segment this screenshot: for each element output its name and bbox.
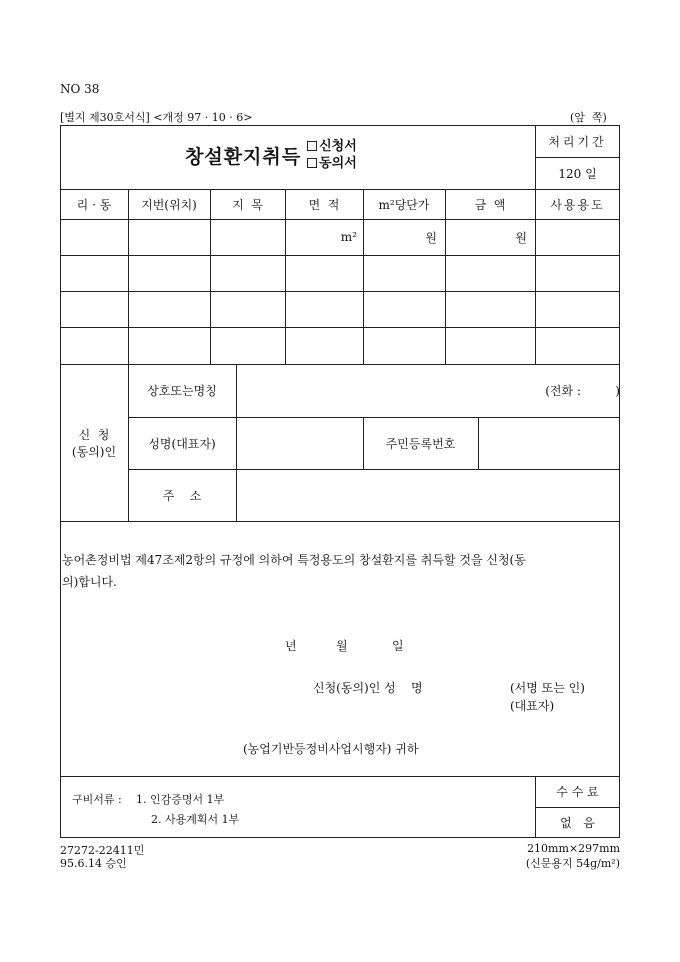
processing-period-value: 120 일 (558, 166, 597, 181)
form-number: NO 38 (60, 82, 100, 96)
form-reference: [별지 제30호서식] <개정 97 · 10 · 6> (60, 111, 253, 124)
resident-number-label: 주민등록번호 (385, 436, 456, 451)
unit-amount: 원 (515, 230, 527, 245)
address-label: 주 소 (162, 488, 202, 503)
document-item-1: 1. 인감증명서 1부 (136, 793, 225, 806)
fee-value: 없 음 (560, 816, 595, 830)
declaration-text-2: 의)합니다. (62, 575, 117, 589)
fee-label: 수 수 료 (556, 785, 599, 799)
processing-period-label: 처리기간 (548, 134, 607, 149)
checkbox-consent[interactable] (307, 158, 317, 168)
addressee: (농업기반등정비사업시행자) 귀하 (243, 742, 419, 756)
declaration-text-1: 농어촌정비법 제47조제2항의 규정에 의하여 특정용도의 창설환지를 취득할 것을 신청(동 (62, 553, 526, 567)
col-header-lot: 지번(위치) (141, 197, 197, 212)
applicant-section-label: 신 청 (동의)인 (71, 427, 117, 459)
checkbox-application[interactable] (307, 141, 317, 151)
col-header-usage: 사용용도 (550, 197, 605, 212)
col-header-unit-price: m²당단가 (378, 197, 430, 212)
business-name-label: 상호또는명칭 (147, 384, 217, 398)
representative-note: (대표자) (510, 699, 555, 713)
option-consent: 동의서 (307, 155, 357, 172)
page-side: (앞 쪽) (570, 111, 607, 124)
document-item-2: 2. 사용계획서 1부 (151, 813, 240, 826)
form-code: 27272-22411민 (60, 844, 145, 857)
col-header-village: 리 · 동 (76, 197, 112, 212)
date-year: 년 (285, 639, 297, 653)
paper-size: 210mm×297mm (527, 842, 620, 855)
unit-price: 원 (425, 230, 437, 245)
documents-label: 구비서류 : (72, 793, 122, 806)
title-main: 창설환지취득 (185, 145, 302, 168)
sign-note: (서명 또는 인) (510, 681, 585, 695)
col-header-land-type: 지 목 (232, 197, 263, 212)
col-header-amount: 금 액 (474, 197, 506, 212)
unit-area: m² (340, 230, 357, 244)
signer-label: 신청(동의)인 성 명 (313, 681, 423, 695)
date-day: 일 (392, 639, 404, 653)
col-header-area: 면 적 (308, 197, 340, 212)
date-month: 월 (336, 639, 348, 653)
form-title (185, 138, 357, 172)
representative-label: 성명(대표자) (148, 436, 216, 451)
option-application: 신청서 (307, 138, 357, 155)
approval-date: 95.6.14 승인 (60, 857, 127, 870)
phone-field[interactable]: (전화 : ) (545, 384, 620, 398)
paper-type: (신문용지 54g/m²) (525, 857, 620, 870)
